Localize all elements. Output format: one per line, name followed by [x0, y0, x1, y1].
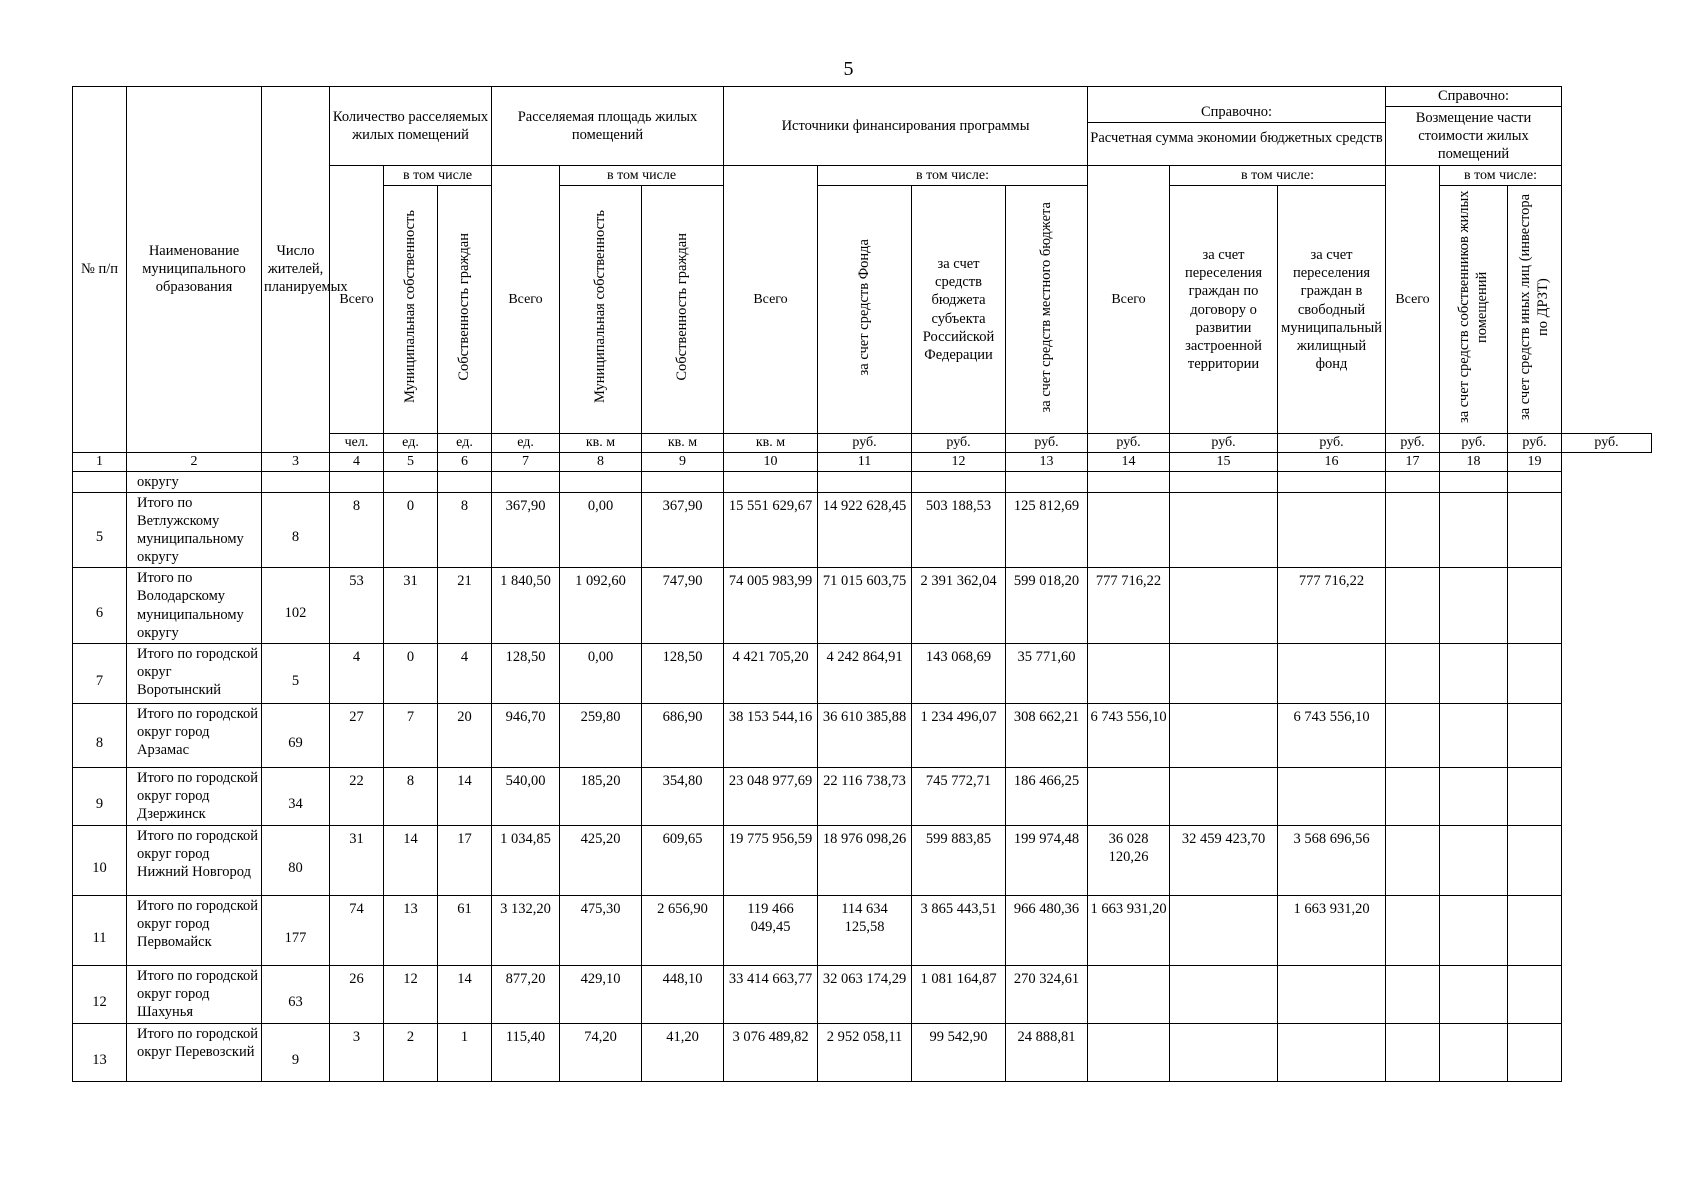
cell-residents: 8 [262, 492, 330, 568]
cell-area-total: 3 132,20 [492, 895, 560, 965]
continuation-cell [438, 471, 492, 492]
header-fin-fund: за счет средств Фонда [856, 238, 873, 376]
column-number-12: 12 [912, 452, 1006, 471]
cell-eco-total: 777 716,22 [1088, 568, 1170, 644]
cell-area-priv: 747,90 [642, 568, 724, 644]
cell-eco-dev [1170, 895, 1278, 965]
cell-fin-local: 35 771,60 [1006, 643, 1088, 703]
cell-comp-total [1386, 825, 1440, 895]
continuation-cell [1508, 471, 1562, 492]
unit-cell-14: руб. [1170, 434, 1278, 453]
cell-cnt-total: 4 [330, 643, 384, 703]
cell-area-priv: 367,90 [642, 492, 724, 568]
cell-cnt-mun: 0 [384, 492, 438, 568]
continuation-cell [1170, 471, 1278, 492]
header-finance-group: Источники финансирования программы [724, 87, 1088, 166]
cell-eco-total [1088, 965, 1170, 1023]
unit-cell-15: руб. [1278, 434, 1386, 453]
header-count-total: Всего [330, 165, 384, 434]
cell-fin-fund: 4 242 864,91 [818, 643, 912, 703]
cell-area-priv: 128,50 [642, 643, 724, 703]
cell-cnt-mun: 13 [384, 895, 438, 965]
page-number: 5 [843, 58, 854, 80]
cell-eco-free: 777 716,22 [1278, 568, 1386, 644]
cell-num: 11 [73, 895, 127, 965]
cell-fin-total: 4 421 705,20 [724, 643, 818, 703]
header-savings-group [1088, 87, 1386, 166]
cell-area-mun: 0,00 [560, 492, 642, 568]
column-number-4: 4 [330, 452, 384, 471]
cell-name: Итого по Ветлужскому муниципальному округу [127, 492, 262, 568]
cell-name: Итого по городской округ город Нижний Новгород [127, 825, 262, 895]
cell-cnt-mun: 2 [384, 1023, 438, 1081]
unit-cell-8: кв. м [642, 434, 724, 453]
cell-comp-others [1508, 568, 1562, 644]
cell-eco-free: 3 568 696,56 [1278, 825, 1386, 895]
cell-eco-free [1278, 1023, 1386, 1081]
cell-fin-subject: 1 081 164,87 [912, 965, 1006, 1023]
cell-area-mun: 1 092,60 [560, 568, 642, 644]
cell-eco-free [1278, 492, 1386, 568]
unit-cell-6: ед. [492, 434, 560, 453]
unit-cell-5: ед. [438, 434, 492, 453]
table-row [73, 643, 1652, 703]
header-count-group: Количество расселяемых жилых помещений [330, 87, 492, 166]
cell-area-priv: 609,65 [642, 825, 724, 895]
cell-fin-subject: 745 772,71 [912, 767, 1006, 825]
continuation-cell [73, 471, 127, 492]
table-row [73, 568, 1652, 644]
unit-cell-18: руб. [1508, 434, 1562, 453]
cell-eco-dev [1170, 643, 1278, 703]
cell-comp-owners [1440, 767, 1508, 825]
column-number-16: 16 [1278, 452, 1386, 471]
header-savings-title: Расчетная сумма экономии бюджетных средств [1090, 130, 1383, 147]
cell-eco-total [1088, 643, 1170, 703]
header-comp-owners: за счет средств собственников жилых помещений [1456, 190, 1491, 424]
cell-fin-subject: 2 391 362,04 [912, 568, 1006, 644]
cell-comp-owners [1440, 825, 1508, 895]
continuation-cell [818, 471, 912, 492]
cell-cnt-priv: 21 [438, 568, 492, 644]
cell-area-priv: 448,10 [642, 965, 724, 1023]
cell-comp-total [1386, 1023, 1440, 1081]
cell-num: 13 [73, 1023, 127, 1081]
continuation-cell [262, 471, 330, 492]
continuation-cell [330, 471, 384, 492]
header-compensation-title: Возмещение части стоимости жилых помещений [1415, 110, 1532, 163]
table-header [73, 87, 1652, 453]
cell-area-priv: 2 656,90 [642, 895, 724, 965]
column-number-8: 8 [560, 452, 642, 471]
unit-cell-4: ед. [384, 434, 438, 453]
continuation-cell [912, 471, 1006, 492]
column-number-10: 10 [724, 452, 818, 471]
cell-area-mun: 475,30 [560, 895, 642, 965]
cell-cnt-total: 8 [330, 492, 384, 568]
cell-comp-others [1508, 825, 1562, 895]
cell-fin-fund: 2 952 058,11 [818, 1023, 912, 1081]
column-number-3: 3 [262, 452, 330, 471]
cell-cnt-priv: 4 [438, 643, 492, 703]
cell-fin-subject: 3 865 443,51 [912, 895, 1006, 965]
cell-fin-total: 23 048 977,69 [724, 767, 818, 825]
continuation-cell [1278, 471, 1386, 492]
column-number-15: 15 [1170, 452, 1278, 471]
cell-cnt-mun: 0 [384, 643, 438, 703]
cell-fin-fund: 114 634 125,58 [818, 895, 912, 965]
header-comp-others: за счет средств иных лиц (инвестора по ДРЗТ) [1517, 193, 1552, 421]
header-count-incl: в том числе [384, 165, 492, 186]
cell-eco-total: 6 743 556,10 [1088, 703, 1170, 767]
cell-area-priv: 41,20 [642, 1023, 724, 1081]
cell-cnt-mun: 7 [384, 703, 438, 767]
continuation-cell [384, 471, 438, 492]
header-area-group: Расселяемая площадь жилых помещений [492, 87, 724, 166]
cell-eco-free: 1 663 931,20 [1278, 895, 1386, 965]
unit-cell-19: руб. [1562, 434, 1652, 453]
cell-eco-dev [1170, 965, 1278, 1023]
cell-fin-total: 119 466 049,45 [724, 895, 818, 965]
continuation-cell [724, 471, 818, 492]
continuation-cell [1088, 471, 1170, 492]
table-body [73, 452, 1652, 1081]
cell-fin-local: 270 324,61 [1006, 965, 1088, 1023]
cell-eco-dev [1170, 568, 1278, 644]
cell-area-mun: 425,20 [560, 825, 642, 895]
continuation-cell [1006, 471, 1088, 492]
continuation-cell [1440, 471, 1508, 492]
unit-cell-17: руб. [1440, 434, 1508, 453]
cell-comp-others [1508, 703, 1562, 767]
cell-cnt-total: 53 [330, 568, 384, 644]
column-number-18: 18 [1440, 452, 1508, 471]
cell-area-mun: 74,20 [560, 1023, 642, 1081]
column-number-14: 14 [1088, 452, 1170, 471]
cell-cnt-mun: 31 [384, 568, 438, 644]
cell-comp-owners [1440, 568, 1508, 644]
column-number-13: 13 [1006, 452, 1088, 471]
cell-comp-owners [1440, 1023, 1508, 1081]
unit-cell-3: чел. [330, 434, 384, 453]
cell-comp-owners [1440, 965, 1508, 1023]
cell-eco-total [1088, 767, 1170, 825]
column-number-9: 9 [642, 452, 724, 471]
cell-comp-others [1508, 767, 1562, 825]
cell-comp-total [1386, 767, 1440, 825]
header-num: № п/п [73, 87, 127, 453]
header-area-municipal: Муниципальная собственность [592, 210, 609, 404]
table-row [73, 492, 1652, 568]
cell-comp-total [1386, 643, 1440, 703]
cell-cnt-priv: 20 [438, 703, 492, 767]
cell-comp-owners [1440, 492, 1508, 568]
cell-fin-subject: 1 234 496,07 [912, 703, 1006, 767]
cell-cnt-priv: 17 [438, 825, 492, 895]
cell-fin-total: 74 005 983,99 [724, 568, 818, 644]
continuation-cell [492, 471, 560, 492]
cell-eco-dev: 32 459 423,70 [1170, 825, 1278, 895]
cell-cnt-mun: 14 [384, 825, 438, 895]
header-residents: Число жителей, планируемых [262, 87, 330, 453]
header-compensation-group [1386, 87, 1562, 166]
cell-eco-total [1088, 492, 1170, 568]
cell-residents: 5 [262, 643, 330, 703]
cell-residents: 34 [262, 767, 330, 825]
cell-area-priv: 354,80 [642, 767, 724, 825]
cell-name: Итого по Володарскому муниципальному округу [127, 568, 262, 644]
column-number-7: 7 [492, 452, 560, 471]
unit-cell-10: руб. [818, 434, 912, 453]
cell-eco-dev [1170, 767, 1278, 825]
header-count-private: Собственность граждан [456, 233, 473, 381]
cell-num: 12 [73, 965, 127, 1023]
header-eco-incl: в том числе: [1170, 165, 1386, 186]
cell-fin-local: 308 662,21 [1006, 703, 1088, 767]
cell-area-priv: 686,90 [642, 703, 724, 767]
unit-cell-13: руб. [1088, 434, 1170, 453]
cell-comp-others [1508, 643, 1562, 703]
cell-eco-dev [1170, 703, 1278, 767]
cell-fin-total: 15 551 629,67 [724, 492, 818, 568]
cell-fin-local: 599 018,20 [1006, 568, 1088, 644]
column-number-5: 5 [384, 452, 438, 471]
header-area-private: Собственность граждан [674, 233, 691, 381]
cell-eco-total: 1 663 931,20 [1088, 895, 1170, 965]
header-fin-total: Всего [724, 165, 818, 434]
cell-fin-local: 199 974,48 [1006, 825, 1088, 895]
table-row [73, 965, 1652, 1023]
cell-fin-fund: 32 063 174,29 [818, 965, 912, 1023]
column-numbers-row [73, 452, 1652, 471]
cell-eco-free [1278, 643, 1386, 703]
column-number-1: 1 [73, 452, 127, 471]
unit-cell-16: руб. [1386, 434, 1440, 453]
header-count-municipal: Муниципальная собственность [402, 210, 419, 404]
header-fin-local: за счет средств местного бюджета [1038, 201, 1055, 413]
cell-area-total: 115,40 [492, 1023, 560, 1081]
cell-fin-fund: 36 610 385,88 [818, 703, 912, 767]
cell-area-mun: 0,00 [560, 643, 642, 703]
table-row [73, 895, 1652, 965]
cell-cnt-priv: 61 [438, 895, 492, 965]
header-ref1-label: Справочно: [1088, 103, 1385, 123]
resettlement-table [72, 86, 1652, 1082]
cell-num: 10 [73, 825, 127, 895]
cell-name: Итого по городской округ город Дзержинск [127, 767, 262, 825]
header-fin-subject: за счет средств бюджета субъекта Российской Федерации [912, 186, 1006, 434]
continuation-row [73, 471, 1652, 492]
cell-area-total: 1 840,50 [492, 568, 560, 644]
unit-cell-12: руб. [1006, 434, 1088, 453]
header-eco-total: Всего [1088, 165, 1170, 434]
cell-area-total: 128,50 [492, 643, 560, 703]
cell-residents: 177 [262, 895, 330, 965]
unit-cell-7: кв. м [560, 434, 642, 453]
cell-name: Итого по городской округ город Шахунья [127, 965, 262, 1023]
cell-num: 7 [73, 643, 127, 703]
cell-eco-dev [1170, 492, 1278, 568]
cell-fin-total: 33 414 663,77 [724, 965, 818, 1023]
header-ref2-label: Справочно: [1386, 87, 1561, 107]
header-comp-incl: в том числе: [1440, 165, 1562, 186]
cell-fin-local: 125 812,69 [1006, 492, 1088, 568]
column-number-17: 17 [1386, 452, 1440, 471]
cell-eco-total: 36 028 120,26 [1088, 825, 1170, 895]
cell-area-mun: 259,80 [560, 703, 642, 767]
unit-cell-11: руб. [912, 434, 1006, 453]
cell-cnt-priv: 8 [438, 492, 492, 568]
cell-residents: 9 [262, 1023, 330, 1081]
cell-area-total: 540,00 [492, 767, 560, 825]
column-number-19: 19 [1508, 452, 1562, 471]
cell-cnt-priv: 14 [438, 965, 492, 1023]
unit-cell-9: кв. м [724, 434, 818, 453]
table-row [73, 703, 1652, 767]
cell-num: 5 [73, 492, 127, 568]
column-number-6: 6 [438, 452, 492, 471]
cell-num: 8 [73, 703, 127, 767]
cell-residents: 102 [262, 568, 330, 644]
cell-fin-fund: 14 922 628,45 [818, 492, 912, 568]
cell-fin-subject: 143 068,69 [912, 643, 1006, 703]
header-fin-incl: в том числе: [818, 165, 1088, 186]
cell-cnt-total: 74 [330, 895, 384, 965]
cell-residents: 69 [262, 703, 330, 767]
cell-eco-free: 6 743 556,10 [1278, 703, 1386, 767]
table-row [73, 1023, 1652, 1081]
cell-fin-local: 186 466,25 [1006, 767, 1088, 825]
cell-fin-fund: 18 976 098,26 [818, 825, 912, 895]
cell-cnt-total: 31 [330, 825, 384, 895]
cell-area-total: 367,90 [492, 492, 560, 568]
cell-name: Итого по городской округ Перевозский [127, 1023, 262, 1081]
cell-cnt-total: 22 [330, 767, 384, 825]
cell-comp-others [1508, 1023, 1562, 1081]
cell-fin-fund: 22 116 738,73 [818, 767, 912, 825]
cell-area-total: 877,20 [492, 965, 560, 1023]
cell-num: 9 [73, 767, 127, 825]
cell-cnt-mun: 12 [384, 965, 438, 1023]
cell-cnt-total: 3 [330, 1023, 384, 1081]
cell-num: 6 [73, 568, 127, 644]
cell-comp-others [1508, 895, 1562, 965]
cell-cnt-mun: 8 [384, 767, 438, 825]
cell-fin-total: 19 775 956,59 [724, 825, 818, 895]
continuation-cell [560, 471, 642, 492]
column-number-11: 11 [818, 452, 912, 471]
table-row [73, 825, 1652, 895]
cell-comp-total [1386, 895, 1440, 965]
cell-area-total: 1 034,85 [492, 825, 560, 895]
cell-comp-total [1386, 568, 1440, 644]
header-eco-dev: за счет переселения граждан по договору о развитии застроенной территории [1170, 186, 1278, 434]
cell-name: Итого по городской округ Воротынский [127, 643, 262, 703]
cell-area-total: 946,70 [492, 703, 560, 767]
table-row [73, 767, 1652, 825]
cell-eco-free [1278, 767, 1386, 825]
cell-comp-others [1508, 965, 1562, 1023]
cell-comp-others [1508, 492, 1562, 568]
cell-residents: 80 [262, 825, 330, 895]
header-comp-total: Всего [1386, 165, 1440, 434]
cell-eco-total [1088, 1023, 1170, 1081]
cell-eco-dev [1170, 1023, 1278, 1081]
header-eco-free: за счет переселения граждан в свободный муниципальный жилищный фонд [1278, 186, 1386, 434]
cell-fin-local: 24 888,81 [1006, 1023, 1088, 1081]
column-number-2: 2 [127, 452, 262, 471]
cell-fin-total: 3 076 489,82 [724, 1023, 818, 1081]
cell-fin-fund: 71 015 603,75 [818, 568, 912, 644]
cell-fin-local: 966 480,36 [1006, 895, 1088, 965]
cell-comp-total [1386, 703, 1440, 767]
cell-fin-subject: 99 542,90 [912, 1023, 1006, 1081]
cell-fin-subject: 599 883,85 [912, 825, 1006, 895]
cell-comp-total [1386, 965, 1440, 1023]
header-area-incl: в том числе [560, 165, 724, 186]
cell-residents: 63 [262, 965, 330, 1023]
cell-comp-owners [1440, 643, 1508, 703]
cell-fin-subject: 503 188,53 [912, 492, 1006, 568]
cell-area-mun: 185,20 [560, 767, 642, 825]
header-area-total: Всего [492, 165, 560, 434]
continuation-cell [642, 471, 724, 492]
continuation-cell [1386, 471, 1440, 492]
cell-name: Итого по городской округ город Первомайск [127, 895, 262, 965]
cell-comp-owners [1440, 703, 1508, 767]
cell-cnt-total: 26 [330, 965, 384, 1023]
cell-area-mun: 429,10 [560, 965, 642, 1023]
cell-cnt-total: 27 [330, 703, 384, 767]
cell-comp-total [1386, 492, 1440, 568]
continuation-name: округу [127, 471, 262, 492]
cell-cnt-priv: 1 [438, 1023, 492, 1081]
cell-fin-total: 38 153 544,16 [724, 703, 818, 767]
cell-eco-free [1278, 965, 1386, 1023]
cell-cnt-priv: 14 [438, 767, 492, 825]
header-name: Наименование муниципального образования [127, 87, 262, 453]
cell-comp-owners [1440, 895, 1508, 965]
cell-name: Итого по городской округ город Арзамас [127, 703, 262, 767]
